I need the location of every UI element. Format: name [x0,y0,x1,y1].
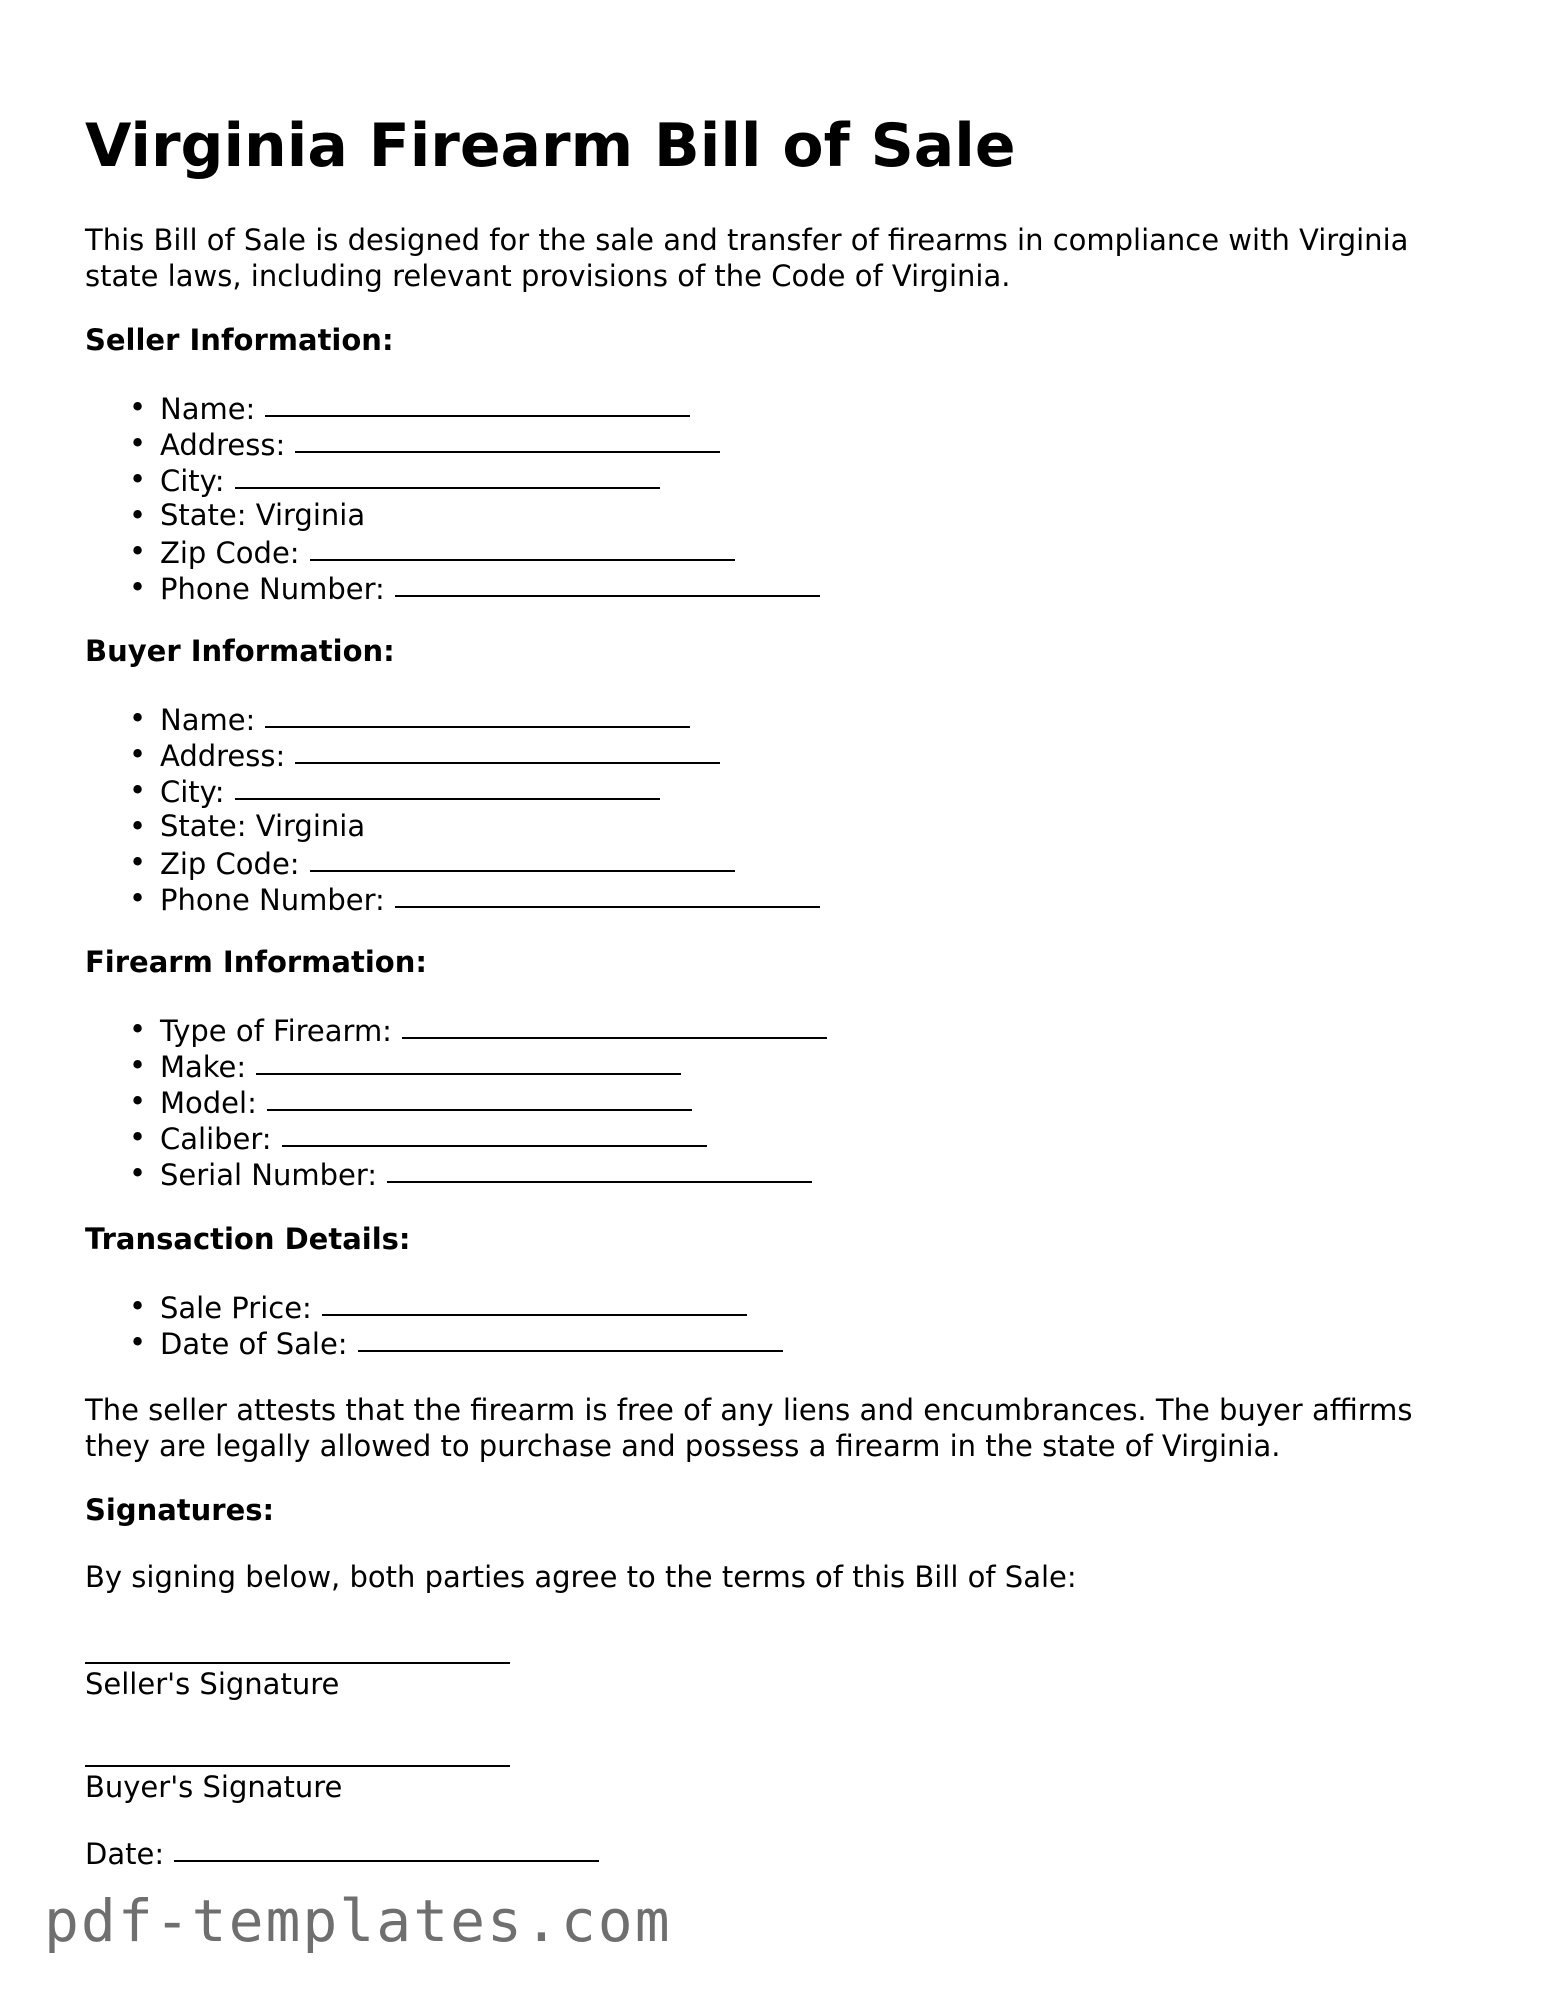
seller-field [85,425,820,461]
firearm-field-blank[interactable] [267,1081,692,1111]
buyer-field-label: City: [160,775,225,809]
bullet-icon: • [129,1048,147,1082]
watermark: pdf-templates.com [44,1887,672,1955]
firearm-fields [85,1011,827,1191]
seller-field-label: Address: [160,428,286,462]
bullet-icon: • [129,1120,147,1154]
seller-field-blank[interactable] [395,567,820,597]
seller-field [85,461,820,497]
bullet-icon: • [129,773,147,807]
signatures-instruction: By signing below, both parties agree to the terms of this Bill of Sale: [85,1560,1077,1594]
firearm-field [85,1083,827,1119]
date-blank[interactable] [174,1832,599,1862]
bullet-icon: • [129,881,147,915]
seller-fields [85,389,820,605]
bullet-icon: • [129,426,147,460]
bullet-icon: • [129,1156,147,1190]
bullet-icon: • [129,390,147,424]
firearm-field-label: Caliber: [160,1122,272,1156]
bullet-icon: • [129,701,147,735]
firearm-field [85,1011,827,1047]
buyer-field-label: Zip Code: [160,847,300,881]
firearm-field [85,1155,827,1191]
buyer-field-blank[interactable] [235,770,660,800]
firearm-field-label: Serial Number: [160,1158,378,1192]
firearm-field [85,1047,827,1083]
seller-field-blank[interactable] [265,387,690,417]
buyer-field-label: State: Virginia [160,809,366,843]
buyer-heading: Buyer Information: [85,634,395,668]
transaction-field [85,1288,783,1324]
buyer-field-label: Address: [160,739,286,773]
bullet-icon: • [129,1012,147,1046]
firearm-field-blank[interactable] [256,1045,681,1075]
bullet-icon: • [129,1325,147,1359]
buyer-field [85,700,820,736]
seller-field [85,569,820,605]
bullet-icon: • [129,462,147,496]
buyer-signature-line[interactable] [85,1765,510,1767]
firearm-heading: Firearm Information: [85,945,427,979]
bullet-icon: • [129,498,147,532]
bullet-icon: • [129,737,147,771]
firearm-field-blank[interactable] [282,1117,707,1147]
transaction-field [85,1324,783,1360]
document-title: Virginia Firearm Bill of Sale [85,111,1016,181]
transaction-field-blank[interactable] [322,1286,747,1316]
buyer-field [85,772,820,808]
buyer-field-blank[interactable] [295,734,720,764]
seller-field [85,389,820,425]
buyer-field [85,808,820,844]
buyer-field-blank[interactable] [265,698,690,728]
bullet-icon: • [129,1084,147,1118]
firearm-field-label: Make: [160,1050,247,1084]
seller-field-label: Zip Code: [160,536,300,570]
date-label: Date: [85,1837,165,1871]
firearm-field-blank[interactable] [402,1009,827,1039]
seller-field [85,497,820,533]
intro-paragraph: This Bill of Sale is designed for the sale and transfer of firearms in compliance with Virginia state laws, including relevant provisions of the Code of Virginia. [85,223,1409,293]
bullet-icon: • [129,570,147,604]
firearm-field-label: Type of Firearm: [160,1014,392,1048]
buyer-field [85,736,820,772]
transaction-fields [85,1288,783,1360]
bullet-icon: • [129,809,147,843]
bullet-icon: • [129,1289,147,1323]
seller-field-blank[interactable] [235,459,660,489]
buyer-field [85,844,820,880]
firearm-field [85,1119,827,1155]
seller-field-label: Name: [160,392,256,426]
buyer-field-label: Phone Number: [160,883,385,917]
buyer-field-blank[interactable] [395,878,820,908]
seller-signature-label: Seller's Signature [85,1667,340,1701]
buyer-signature-label: Buyer's Signature [85,1770,343,1804]
seller-field-label: State: Virginia [160,498,366,532]
transaction-field-blank[interactable] [358,1322,783,1352]
transaction-field-label: Date of Sale: [160,1327,348,1361]
seller-field-label: Phone Number: [160,572,385,606]
attestation-paragraph: The seller attests that the firearm is free of any liens and encumbrances. The buyer affirms they are legally allowed to purchase and possess a firearm in the state of Virginia. [85,1393,1413,1463]
bullet-icon: • [129,845,147,879]
transaction-field-label: Sale Price: [160,1291,312,1325]
buyer-fields [85,700,820,916]
buyer-field [85,880,820,916]
seller-field [85,533,820,569]
buyer-field-label: Name: [160,703,256,737]
seller-field-label: City: [160,464,225,498]
date-field [85,1834,599,1872]
buyer-field-blank[interactable] [310,842,735,872]
seller-field-blank[interactable] [310,531,735,561]
firearm-field-label: Model: [160,1086,257,1120]
seller-field-blank[interactable] [295,423,720,453]
firearm-field-blank[interactable] [387,1153,812,1183]
transaction-heading: Transaction Details: [85,1222,411,1256]
bullet-icon: • [129,534,147,568]
seller-heading: Seller Information: [85,323,394,357]
signatures-heading: Signatures: [85,1493,275,1527]
seller-signature-line[interactable] [85,1662,510,1664]
